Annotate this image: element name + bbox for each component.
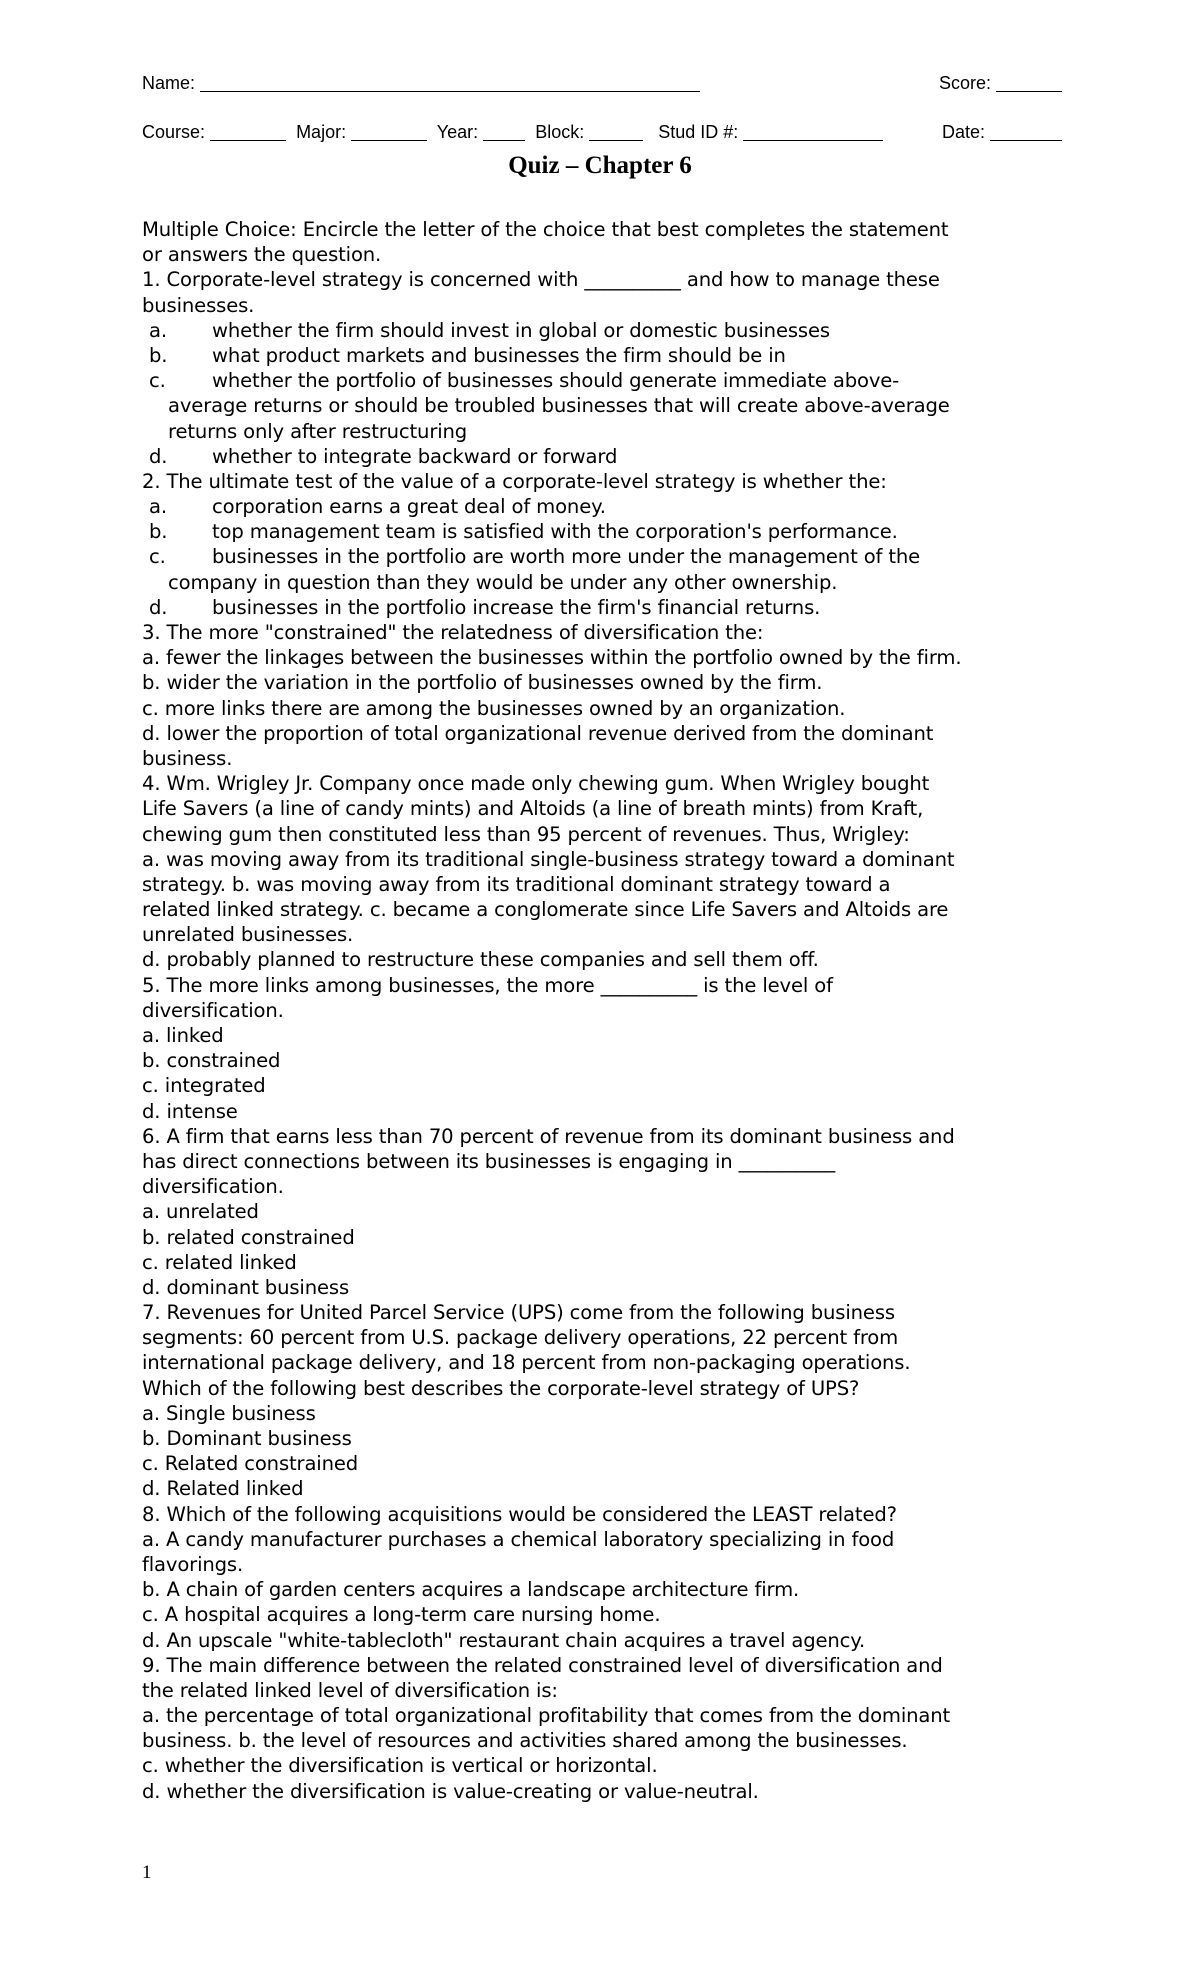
instructions-line: or answers the question. [142,243,382,267]
header-row-1 [142,72,1062,94]
option-text: what product markets and businesses the firm should be in [212,343,786,367]
major-blank[interactable] [351,122,427,141]
question-1-option-b[interactable] [142,343,1082,368]
text-line: flavorings. [142,1552,244,1576]
question-8-option-c[interactable]: c. A hospital acquires a long-term care nursing home. [142,1603,661,1627]
stud-id-label: Stud ID #: [658,122,739,142]
text-line: chewing gum then constituted less than 95 percent of revenues. Thus, Wrigley: [142,822,910,846]
question-6-stem: 6. A firm that earns less than 70 percent of revenue from its dominant business and [142,1124,955,1148]
course-blank[interactable] [210,122,286,141]
question-1-option-c[interactable] [142,368,1082,393]
question-6-option-a[interactable]: a. unrelated [142,1200,259,1224]
question-6-option-c[interactable]: c. related linked [142,1250,297,1274]
year-blank[interactable] [483,122,525,141]
question-7-stem: 7. Revenues for United Parcel Service (UPS) come from the following business [142,1301,895,1325]
question-5-option-a[interactable]: a. linked [142,1024,224,1047]
option-continuation: company in question than they would be under any other ownership. [168,570,838,594]
question-2-option-c[interactable] [142,544,1082,569]
question-7-option-d[interactable]: d. Related linked [142,1477,304,1501]
question-3-option-b[interactable]: b. wider the variation in the portfolio of businesses owned by the firm. [142,671,823,695]
question-5-option-b[interactable]: b. constrained [142,1049,281,1073]
block-label: Block: [535,122,585,142]
question-3-option-c[interactable]: c. more links there are among the businesses owned by an organization. [142,696,846,720]
option-key: c. [149,545,166,569]
year-label: Year: [436,122,479,142]
option-key: c. [149,369,166,393]
question-9-option-a[interactable]: a. the percentage of total organizational profitability that comes from the dominant [142,1704,951,1728]
question-8-option-d[interactable]: d. An upscale "white-tablecloth" restaurant chain acquires a travel agency. [142,1628,866,1652]
date-label: Date: [941,122,985,142]
question-7-option-a[interactable]: a. Single business [142,1401,316,1425]
option-key: d. [149,444,168,468]
score-blank[interactable] [996,73,1062,92]
question-5-option-d[interactable]: d. intense [142,1099,238,1123]
header-row-2 [142,121,1062,143]
text-line: business. [142,746,233,770]
question-5-stem: 5. The more links among businesses, the more __________ is the level of [142,973,833,997]
page-number: 1 [142,1862,152,1883]
question-7-option-c[interactable]: c. Related constrained [142,1452,359,1476]
instructions-line: Multiple Choice: Encircle the letter of the choice that best completes the statement [142,218,949,241]
text-line[interactable]: strategy. b. was moving away from its traditional dominant strategy toward a [142,872,891,896]
question-3-option-a[interactable]: a. fewer the linkages between the businesses within the portfolio owned by the firm. [142,646,962,670]
text-line[interactable]: related linked strategy. c. became a conglomerate since Life Savers and Altoids are [142,898,949,922]
option-continuation: average returns or should be troubled businesses that will create above-average [168,394,950,418]
text-line[interactable]: business. b. the level of resources and activities shared among the businesses. [142,1729,908,1753]
name-label: Name: [142,73,196,93]
option-key: a. [149,495,167,519]
option-text: businesses in the portfolio increase the firm's financial returns. [212,595,821,619]
question-9-stem: 9. The main difference between the related constrained level of diversification and [142,1653,943,1677]
block-blank[interactable] [589,122,643,141]
question-5-option-c[interactable]: c. integrated [142,1074,266,1098]
major-label: Major: [296,122,347,142]
question-2-option-d[interactable] [142,595,1082,620]
text-line: Which of the following best describes the corporate-level strategy of UPS? [142,1376,860,1400]
option-text: whether to integrate backward or forward [212,444,618,468]
text-line: the related linked level of diversification is: [142,1678,558,1702]
text-line: diversification. [142,998,284,1022]
question-6-option-d[interactable]: d. dominant business [142,1275,350,1299]
course-label: Course: [142,122,206,142]
question-6-option-b[interactable]: b. related constrained [142,1225,355,1249]
option-key: b. [149,343,168,367]
score-label: Score: [938,73,991,93]
question-4-option-a[interactable]: a. was moving away from its traditional single-business strategy toward a dominant [142,847,955,871]
question-2-stem: 2. The ultimate test of the value of a corporate-level strategy is whether the: [142,469,887,493]
question-4-option-d[interactable]: d. probably planned to restructure these companies and sell them off. [142,948,819,972]
question-9-option-c[interactable]: c. whether the diversification is vertical or horizontal. [142,1754,658,1778]
option-text: whether the portfolio of businesses should generate immediate above- [212,369,900,393]
question-8-option-b[interactable]: b. A chain of garden centers acquires a landscape architecture firm. [142,1578,800,1602]
text-line: Life Savers (a line of candy mints) and Altoids (a line of breath mints) from Kraft, [142,797,924,821]
question-3-stem: 3. The more "constrained" the relatedness of diversification the: [142,621,764,644]
question-1-stem: businesses. [142,293,255,317]
question-9-option-d[interactable]: d. whether the diversification is value-creating or value-neutral. [142,1779,759,1803]
question-3-option-d[interactable]: d. lower the proportion of total organizational revenue derived from the dominant [142,721,934,745]
option-key: b. [149,520,168,544]
question-1-stem: 1. Corporate-level strategy is concerned with __________ and how to manage these [142,268,940,292]
text-line: has direct connections between its businesses is engaging in __________ [142,1149,836,1173]
question-2-option-a[interactable] [142,494,1082,519]
question-1-option-a[interactable] [142,318,1082,343]
text-line: international package delivery, and 18 percent from non-packaging operations. [142,1351,911,1375]
option-text: corporation earns a great deal of money. [212,495,606,519]
question-7-option-b[interactable]: b. Dominant business [142,1427,352,1450]
option-key: d. [149,595,168,619]
option-text: top management team is satisfied with the corporation's performance. [212,520,898,544]
quiz-body [142,217,1082,1804]
question-8-option-a[interactable]: a. A candy manufacturer purchases a chemical laboratory specializing in food [142,1527,895,1551]
option-text: businesses in the portfolio are worth more under the management of the [212,545,921,569]
stud-id-blank[interactable] [743,122,883,141]
question-1-option-d[interactable] [142,444,1082,469]
text-line: segments: 60 percent from U.S. package delivery operations, 22 percent from [142,1326,899,1350]
question-2-option-b[interactable] [142,519,1082,544]
option-continuation: returns only after restructuring [168,419,468,443]
name-blank[interactable] [200,73,700,92]
option-key: a. [149,318,167,342]
text-line: unrelated businesses. [142,923,354,947]
question-4-stem: 4. Wm. Wrigley Jr. Company once made only chewing gum. When Wrigley bought [142,772,930,796]
date-blank[interactable] [990,122,1062,141]
text-line: diversification. [142,1175,284,1199]
option-text: whether the firm should invest in global or domestic businesses [212,318,830,342]
page-title: Quiz – Chapter 6 [508,152,692,179]
question-8-stem: 8. Which of the following acquisitions would be considered the LEAST related? [142,1502,897,1526]
